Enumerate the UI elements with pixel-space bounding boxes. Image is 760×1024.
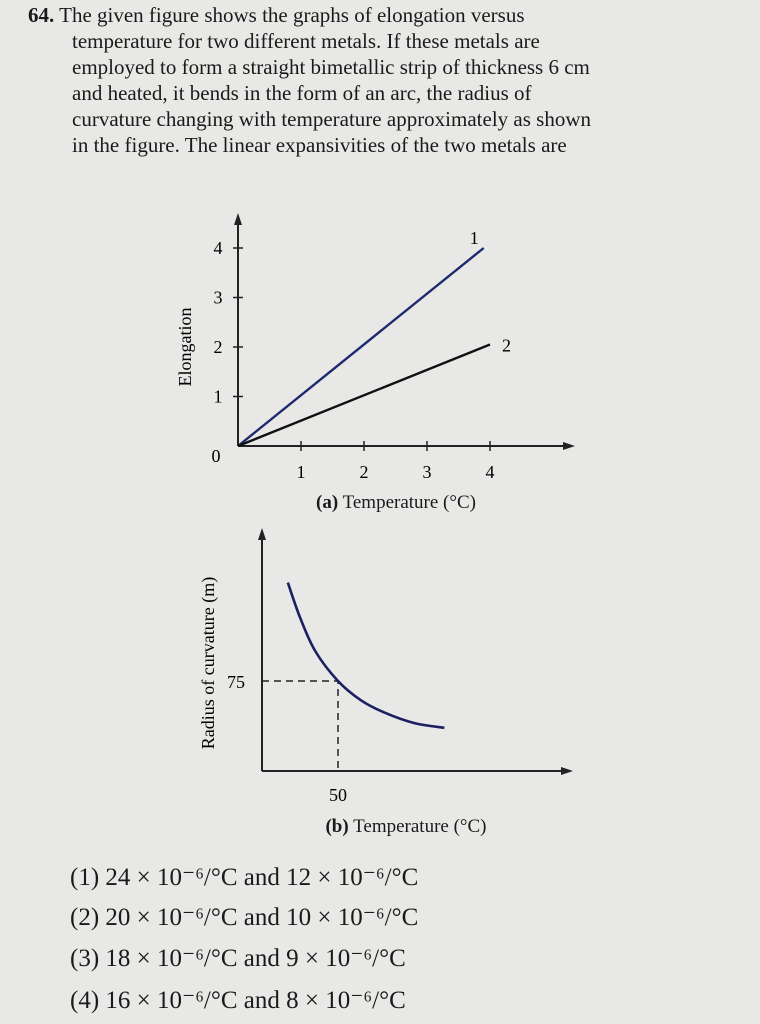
question-line-5: curvature changing with temperature approximately as shown [72, 107, 591, 131]
x-axis-label: Temperature (°C) [348, 816, 487, 837]
a-y-tick-label: 4 [213, 238, 223, 258]
option-4[interactable]: (4) 16 × 10⁻⁶/°C and 8 × 10⁻⁶/°C [70, 987, 406, 1014]
a-y-axis-arrow [234, 213, 242, 225]
question-line-6: in the figure. The linear expansivities of the two metals are [72, 133, 567, 157]
a-y-tick-label: 1 [213, 386, 223, 407]
question-line-2: temperature for two different metals. If these metals are [72, 29, 540, 53]
option-1[interactable]: (1) 24 × 10⁻⁶/°C and 12 × 10⁻⁶/°C [70, 864, 419, 891]
a-origin-label: 0 [211, 446, 221, 466]
a-series-line-1 [238, 248, 484, 446]
caption-prefix: (a) [316, 492, 339, 513]
question-number: 64. [28, 3, 55, 27]
b-curve [288, 583, 445, 728]
a-x-tick-label: 2 [359, 462, 369, 482]
b-y-axis-arrow [258, 528, 266, 540]
b-guide-dashed-lines [262, 681, 338, 771]
b-x-axis-arrow [561, 767, 573, 775]
b-x-tick-label: 50 [329, 785, 347, 805]
a-series-label-1: 1 [469, 228, 479, 248]
b-y-tick-label: 75 [227, 672, 245, 692]
a-x-tick-label: 4 [485, 462, 495, 482]
a-series-line-2 [238, 345, 490, 446]
b-y-axis-label: Radius of curvature (m) [198, 576, 218, 750]
a-x-tick-label: 3 [422, 462, 432, 482]
question-line-3: employed to form a straight bimetallic strip of thickness 6 cm [72, 55, 590, 79]
a-y-tick-label: 2 [213, 337, 223, 357]
a-y-axis-label: Elongation [175, 307, 195, 387]
option-3[interactable]: (3) 18 × 10⁻⁶/°C and 9 × 10⁻⁶/°C [70, 945, 406, 972]
x-axis-label: Temperature (°C) [338, 492, 476, 513]
caption-prefix: (b) [325, 816, 349, 837]
a-x-tick-label: 1 [296, 462, 306, 482]
b-caption [325, 816, 486, 837]
a-series-label-2: 2 [502, 335, 511, 356]
a-x-axis-arrow [563, 442, 575, 450]
question-line-4: and heated, it bends in the form of an arc, the radius of [72, 81, 532, 105]
question-line-text: The given figure shows the graphs of elongation versus [59, 3, 525, 27]
option-2[interactable]: (2) 20 × 10⁻⁶/°C and 10 × 10⁻⁶/°C [70, 904, 419, 931]
a-caption [316, 492, 476, 513]
a-y-tick-label: 3 [213, 287, 223, 308]
